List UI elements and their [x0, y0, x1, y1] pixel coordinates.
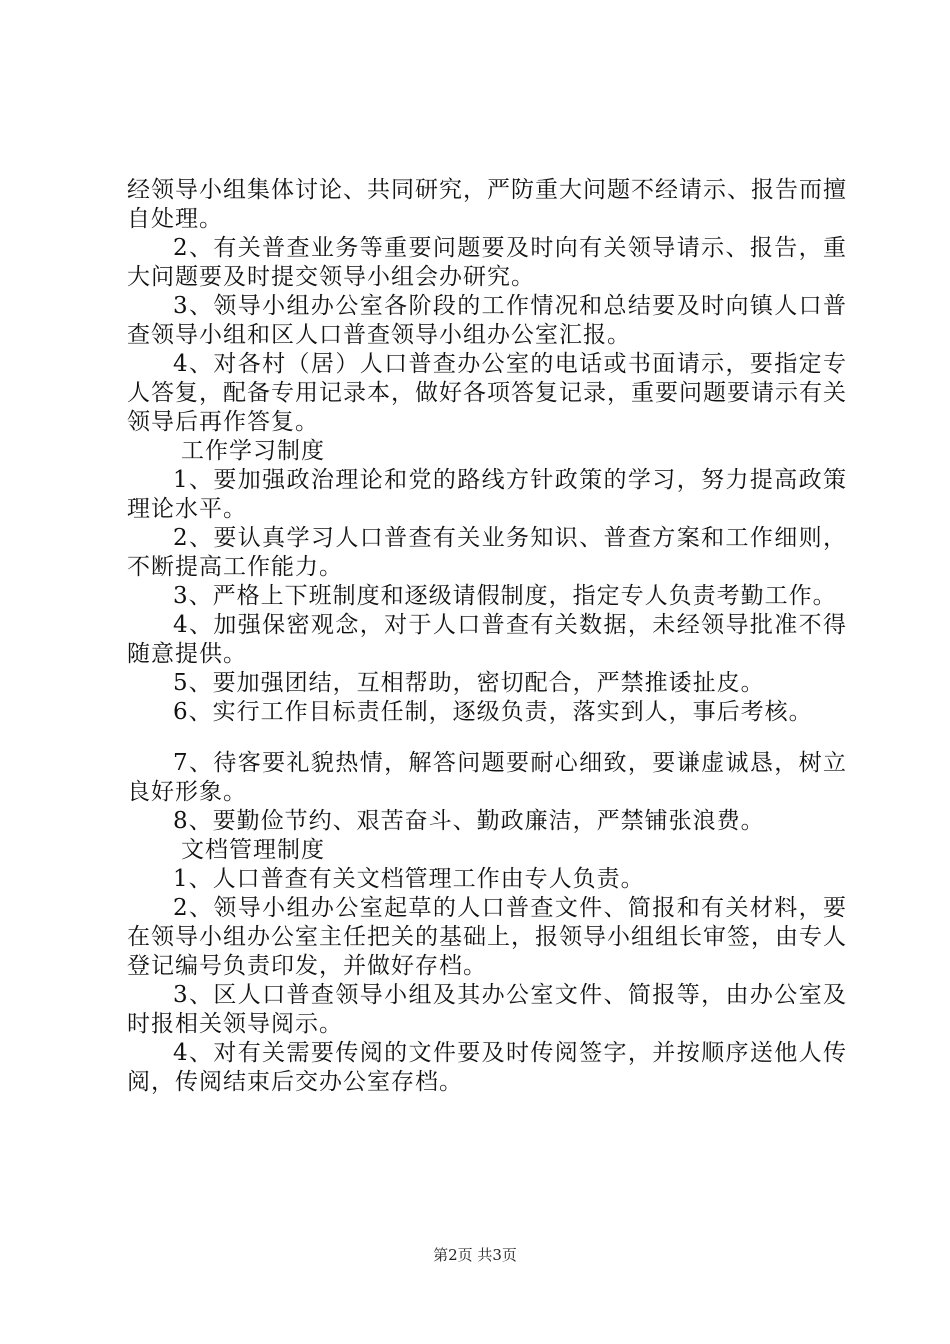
- paragraph: 4、加强保密观念，对于人口普查有关数据，未经领导批准不得随意提供。: [127, 612, 847, 667]
- paragraph: 4、对有关需要传阅的文件要及时传阅签字，并按顺序送他人传阅，传阅结束后交办公室存档。: [127, 1040, 847, 1095]
- paragraph: 2、要认真学习人口普查有关业务知识、普查方案和工作细则，不断提高工作能力。: [127, 525, 847, 580]
- paragraph: 2、领导小组办公室起草的人口普查文件、简报和有关材料，要在领导小组办公室主任把关的基础上，报领导小组组长审签，由专人登记编号负责印发，并做好存档。: [127, 895, 847, 979]
- paragraph: 7、待客要礼貌热情，解答问题要耐心细致，要谦虚诚恳，树立良好形象。: [127, 750, 847, 805]
- paragraph: 3、领导小组办公室各阶段的工作情况和总结要及时向镇人口普查领导小组和区人口普查领导小组办公室汇报。: [127, 293, 847, 348]
- paragraph: 6、实行工作目标责任制，逐级负责，落实到人，事后考核。: [173, 699, 813, 725]
- paragraph: 8、要勤俭节约、艰苦奋斗、勤政廉洁，严禁铺张浪费。: [173, 808, 765, 834]
- page-number-footer: 第2页 共3页: [433, 1246, 517, 1264]
- paragraph: 5、要加强团结，互相帮助，密切配合，严禁推诿扯皮。: [173, 670, 765, 696]
- paragraph: 2、有关普查业务等重要问题要及时向有关领导请示、报告，重大问题要及时提交领导小组会办研究。: [127, 235, 847, 290]
- paragraph: 3、区人口普查领导小组及其办公室文件、简报等，由办公室及时报相关领导阅示。: [127, 982, 847, 1037]
- paragraph: 4、对各村（居）人口普查办公室的电话或书面请示，要指定专人答复，配备专用记录本，做好各项答复记录，重要问题要请示有关领导后再作答复。: [127, 351, 847, 435]
- paragraph: 1、人口普查有关文档管理工作由专人负责。: [173, 866, 645, 892]
- section-heading: 工作学习制度: [181, 438, 325, 464]
- paragraph: 3、严格上下班制度和逐级请假制度，指定专人负责考勤工作。: [173, 583, 837, 609]
- section-heading: 文档管理制度: [181, 837, 325, 863]
- paragraph: 经领导小组集体讨论、共同研究，严防重大问题不经请示、报告而擅自处理。: [127, 177, 847, 232]
- paragraph: 1、要加强政治理论和党的路线方针政策的学习，努力提高政策理论水平。: [127, 467, 847, 522]
- document-body: [127, 176, 847, 1097]
